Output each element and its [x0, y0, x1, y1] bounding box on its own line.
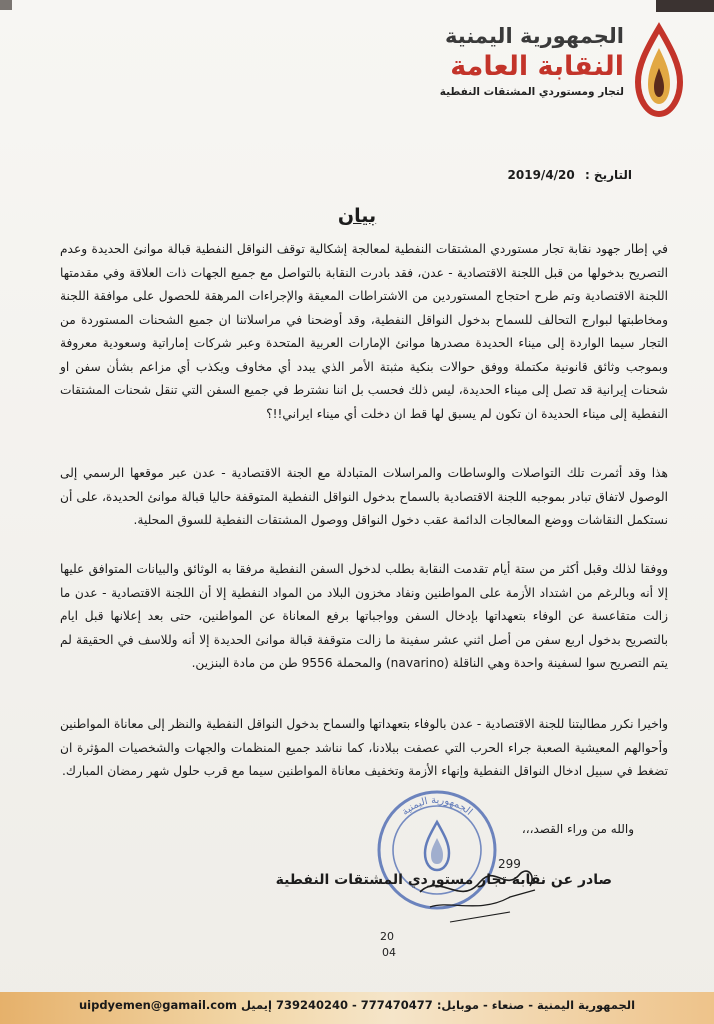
oil-drop-flame-icon [628, 26, 690, 118]
date-label: التاريخ : [584, 168, 632, 182]
footer-contact [0, 998, 714, 1012]
date-line [508, 168, 632, 182]
document-title: بيان [337, 205, 377, 227]
union-name: النقابة العامة [450, 51, 624, 82]
paragraph-3: ووفقا لذلك وقبل أكثر من ستة أيام تقدمت النقابة بطلب لدخول السفن النفطية مرفقا به الوثائق والبيانات المتوافق عليها إلا أنه وبالرغم من اشتداد الأزمة على المواطنين ونفاد مخزون البلاد من المواد النفطية إلا أن اللجنة الاقتصادية - عدن ما زالت متقاعسة عن الوفاء بتعهداتها بإدخال السفن وواجباتها برفع المعاناة عن المواطنين، حتى بعد إعلانها قبل ايام بالتصريح بدخول اربع سفن من أصل اثني عشر سفينة ما زالت متوقفة قبالة موانئ الحديدة إلا أنه وللاسف في الحقيقة لم يتم التصريح سوا لسفينة واحدة وهي الناقلة (navarino) والمحملة 9556 طن من مادة البنزين. [60, 562, 668, 670]
footer-separator: - [352, 998, 361, 1012]
union-subtitle: لتجار ومستوردي المشتقات النفطية [439, 86, 624, 98]
letterhead [420, 22, 690, 122]
signature-date-bottom: 04 [382, 946, 396, 959]
letterhead-text [424, 22, 624, 100]
republic-name: الجمهورية اليمنية [445, 24, 624, 48]
stamp-text: الجمهورية اليمنية [399, 794, 475, 818]
footer-email-label: إيميل [241, 998, 272, 1012]
paragraph-4: واخيرا نكرر مطالبتنا للجنة الاقتصادية - عدن بالوفاء بتعهداتها والسماح بدخول النواقل النفطية والنظر إلى معاناة المواطنين وأحوالهم المعيشية الصعبة جراء الحرب التي عصفت ببلادنا، كما نناشد جميع المنظمات والجهات والشخصيات المؤثرة ان تضغط في سبيل ادخال النواقل النفطية وإنهاء الأزمة وتخفيف معاناة المواطنين سيما مع قرب حلول شهر رمضان المبارك. [60, 717, 668, 778]
scan-edge-mark [0, 0, 12, 10]
date-value: 2019/4/20 [507, 168, 575, 182]
signature-date-top: 20 [380, 930, 394, 943]
paragraph-2: هذا وقد أثمرت تلك التواصلات والوساطات والمراسلات المتبادلة مع الجنة الاقتصادية - عدن عبر موقعها الرسمي إلى الوصول لاتفاق تبادر بموجبه اللجنة الاقتصادية بالسماح بدخول النواقل النفطية المتوقفة حاليا قبالة موانئ الحديدة، على أن نستكمل النقاشات ووضع المعالجات الدائمة عقب دخول النواقل ووصول المشتقات النفطية للسوق المحلية. [60, 466, 668, 527]
footer-email[interactable]: uipdyemen@gamail.com [78, 998, 237, 1012]
footer-mobile[interactable]: 739240240 [275, 998, 348, 1012]
issuer-line: صادر عن نقابة تجار مستوردي المشتقات النفطية [275, 872, 612, 888]
footer-phone[interactable]: 777470477 [360, 998, 433, 1012]
footer-location: الجمهورية اليمنية - صنعاء - موبايل: [436, 998, 636, 1012]
closing-phrase: والله من وراء القصد،،، [521, 822, 634, 836]
signature-number: 299 [498, 857, 521, 871]
scan-edge-mark [656, 0, 714, 12]
paragraph-1: في إطار جهود نقابة تجار مستوردي المشتقات النفطية لمعالجة إشكالية توقف النواقل النفطية قبالة موانئ الحديدة وعدم التصريح بدخولها من قبل اللجنة الاقتصادية - عدن، فقد بادرت النقابة بالتواصل مع جميع الجهات ذات العلاقة وفي مقدمتها اللجنة الاقتصادية وتم طرح احتجاج المستوردين من الاشتراطات المعيقة والإجراءات المرهقة للحصول على موافقة اللجنة ومخاطبتها لبوارج التحالف للسماح بدخول النواقل النفطية، وقد أوضحنا في مراسلاتنا ان جميع الشحنات المستوردة من التجار سيما الواردة إلى ميناء الحديدة مصدرها موانئ الإمارات العربية المتحدة وعبر شركات إماراتية وسعودية معروفة وبموجب وثائق قانونية مكتملة ووفق حوالات بنكية مثبتة الأمر الذي يبدد أي مخاوف ويكذب أي مزاعم بشأن سفن او شحنات إيرانية قد تصل إلى ميناء الحديدة، ليس ذلك فحسب بل اننا نشترط في جميع السفن التي تنقل شحنات المشتقات النفطية إلى ميناء الحديدة ان تكون لم يسبق لها قط ان دخلت أي ميناء ايراني!!؟ [60, 242, 668, 421]
